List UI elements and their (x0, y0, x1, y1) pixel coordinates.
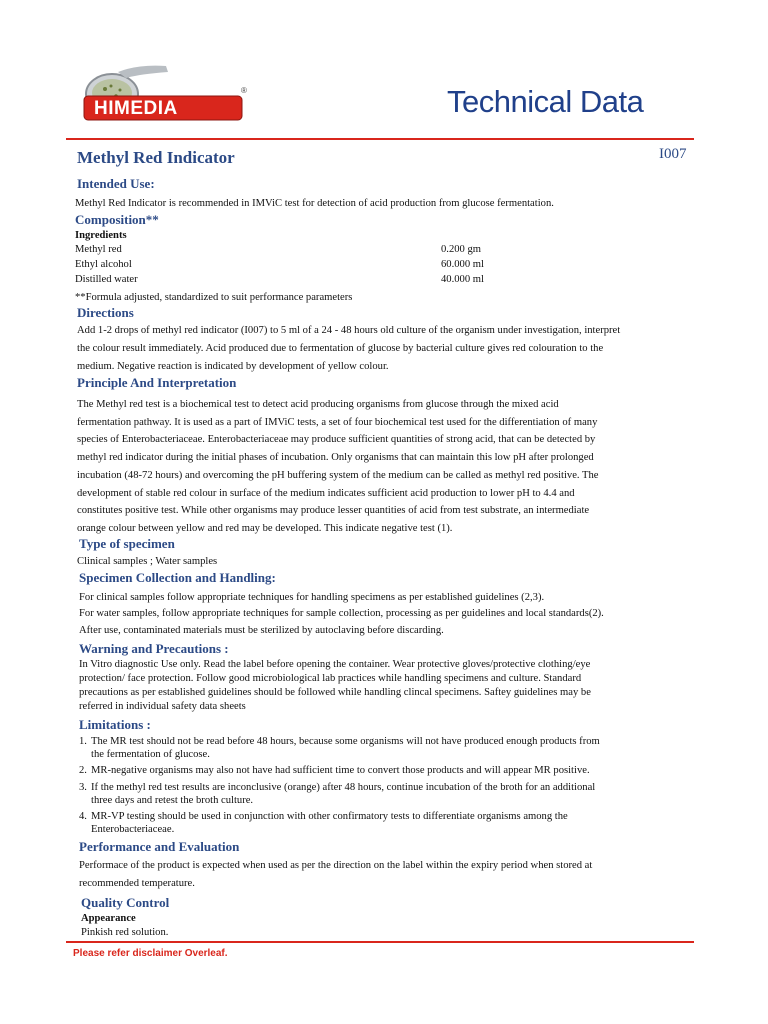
warning-line: In Vitro diagnostic Use only. Read the label before opening the container. Wear protective gloves/protective clothing/eye (79, 659, 591, 670)
limitation-line: If the methyl red test results are inconclusive (orange) after 48 hours, continue incubation of the broth for an additional (91, 782, 596, 793)
limitation-line: MR-negative organisms may also not have had sufficient time to convert those products and will appear MR positive. (91, 765, 590, 776)
intended-use-heading: Intended Use: (77, 176, 155, 191)
ingredient-name: Distilled water (75, 274, 138, 285)
warning-heading: Warning and Precautions : (79, 641, 229, 656)
performance-line: Performace of the product is expected when used as per the direction on the label within the expiry period when stored at (79, 860, 593, 871)
warning-line: protection/ face protection. Follow good microbiological lab practices while handling specimens and culture. Standard (79, 673, 582, 684)
principle-line: fermentation pathway. It is used as a part of IMViC tests, a set of four biochemical test used for the differentiation of many (77, 417, 598, 428)
limitation-number: 3. (79, 782, 87, 793)
limitation-number: 2. (79, 765, 87, 776)
specimen-collection-line: For clinical samples follow appropriate techniques for handling specimens as per established guidelines (2,3). (79, 592, 545, 603)
quality-control-heading: Quality Control (81, 895, 170, 910)
limitation-line: The MR test should not be read before 48 hours, because some organisms will not have produced enough products from (91, 736, 600, 747)
warning-line: precautions as per established guidelines should be followed while handling clincal specimens. Saftey guidelines may be (79, 687, 591, 698)
product-code: I007 (659, 146, 687, 162)
limitation-line: three days and retest the broth culture. (91, 795, 254, 806)
directions-line: the colour result immediately. Acid produced due to fermentation of glucose by bacterial culture gives red colouration to the (77, 343, 604, 354)
ingredient-qty: 40.000 ml (441, 274, 484, 285)
principle-heading: Principle And Interpretation (77, 375, 237, 390)
specimen-type-text: Clinical samples ; Water samples (77, 556, 218, 567)
registered-mark: ® (241, 86, 247, 95)
directions-heading: Directions (77, 305, 134, 320)
specimen-type-heading: Type of specimen (79, 536, 175, 551)
specimen-collection-heading: Specimen Collection and Handling: (79, 570, 276, 585)
limitations-heading: Limitations : (79, 717, 151, 732)
principle-line: orange colour between yellow and red may be developed. This indicate negative test (1). (77, 523, 453, 534)
performance-heading: Performance and Evaluation (79, 839, 240, 854)
principle-line: development of stable red colour in surface of the medium indicates sufficient acid production to lower pH to 4.4 and (77, 488, 575, 499)
ingredient-qty: 0.200 gm (441, 244, 482, 255)
principle-line: incubation (48-72 hours) and overcoming the pH buffering system of the medium can be called as methyl red positive. The (77, 470, 599, 481)
ingredient-name: Methyl red (75, 244, 122, 255)
limitation-line: Enterobacteriaceae. (91, 824, 175, 835)
appearance-subheading: Appearance (81, 913, 136, 924)
product-title: Methyl Red Indicator (77, 148, 235, 167)
himedia-logo (78, 62, 248, 132)
disclaimer-link-text: Please refer disclaimer Overleaf. (73, 948, 228, 959)
limitation-line: the fermentation of glucose. (91, 749, 210, 760)
principle-line: methyl red indicator during the initial phases of incubation. Only organisms that can maintain this low pH after prolonged (77, 452, 594, 463)
intended-use-text: Methyl Red Indicator is recommended in IMViC test for detection of acid production from glucose fermentation. (75, 198, 554, 209)
appearance-text: Pinkish red solution. (81, 927, 169, 938)
principle-line: species of Enterobacteriaceae. Enterobacteriaceae may produce sufficient quantities of strong acid, that can be detected by (77, 434, 596, 445)
principle-line: The Methyl red test is a biochemical test to detect acid producing organisms from glucose through the mixed acid (77, 399, 559, 410)
limitation-number: 4. (79, 811, 87, 822)
performance-line: recommended temperature. (79, 878, 195, 889)
warning-line: referred in individual safety data sheets (79, 701, 246, 712)
specimen-collection-line: After use, contaminated materials must be sterilized by autoclaving before discarding. (79, 625, 444, 636)
ingredient-qty: 60.000 ml (441, 259, 484, 270)
composition-heading: Composition** (75, 212, 159, 227)
limitation-number: 1. (79, 736, 87, 747)
ingredient-name: Ethyl alcohol (75, 259, 132, 270)
principle-line: constitutes positive test. While other organisms may produce lesser quantities of acid from test substrate, an intermediate (77, 505, 590, 516)
top-divider (66, 138, 694, 140)
brand-name: HIMEDIA (94, 98, 178, 119)
ingredients-subheading: Ingredients (75, 230, 127, 241)
limitation-line: MR-VP testing should be used in conjunction with other confirmatory tests to differentiate organisms among the (91, 811, 568, 822)
composition-note: **Formula adjusted, standardized to suit performance parameters (75, 292, 353, 303)
petri-dish-icon (78, 62, 248, 132)
directions-line: Add 1-2 drops of methyl red indicator (I007) to 5 ml of a 24 - 48 hours old culture of the organism under investigation, interpret (77, 325, 621, 336)
specimen-collection-line: For water samples, follow appropriate techniques for sample collection, processing as per guidelines and local standards(2). (79, 608, 604, 619)
bottom-divider (66, 941, 694, 943)
document-type-title: Technical Data (447, 84, 644, 119)
directions-line: medium. Negative reaction is indicated by development of yellow colour. (77, 361, 389, 372)
